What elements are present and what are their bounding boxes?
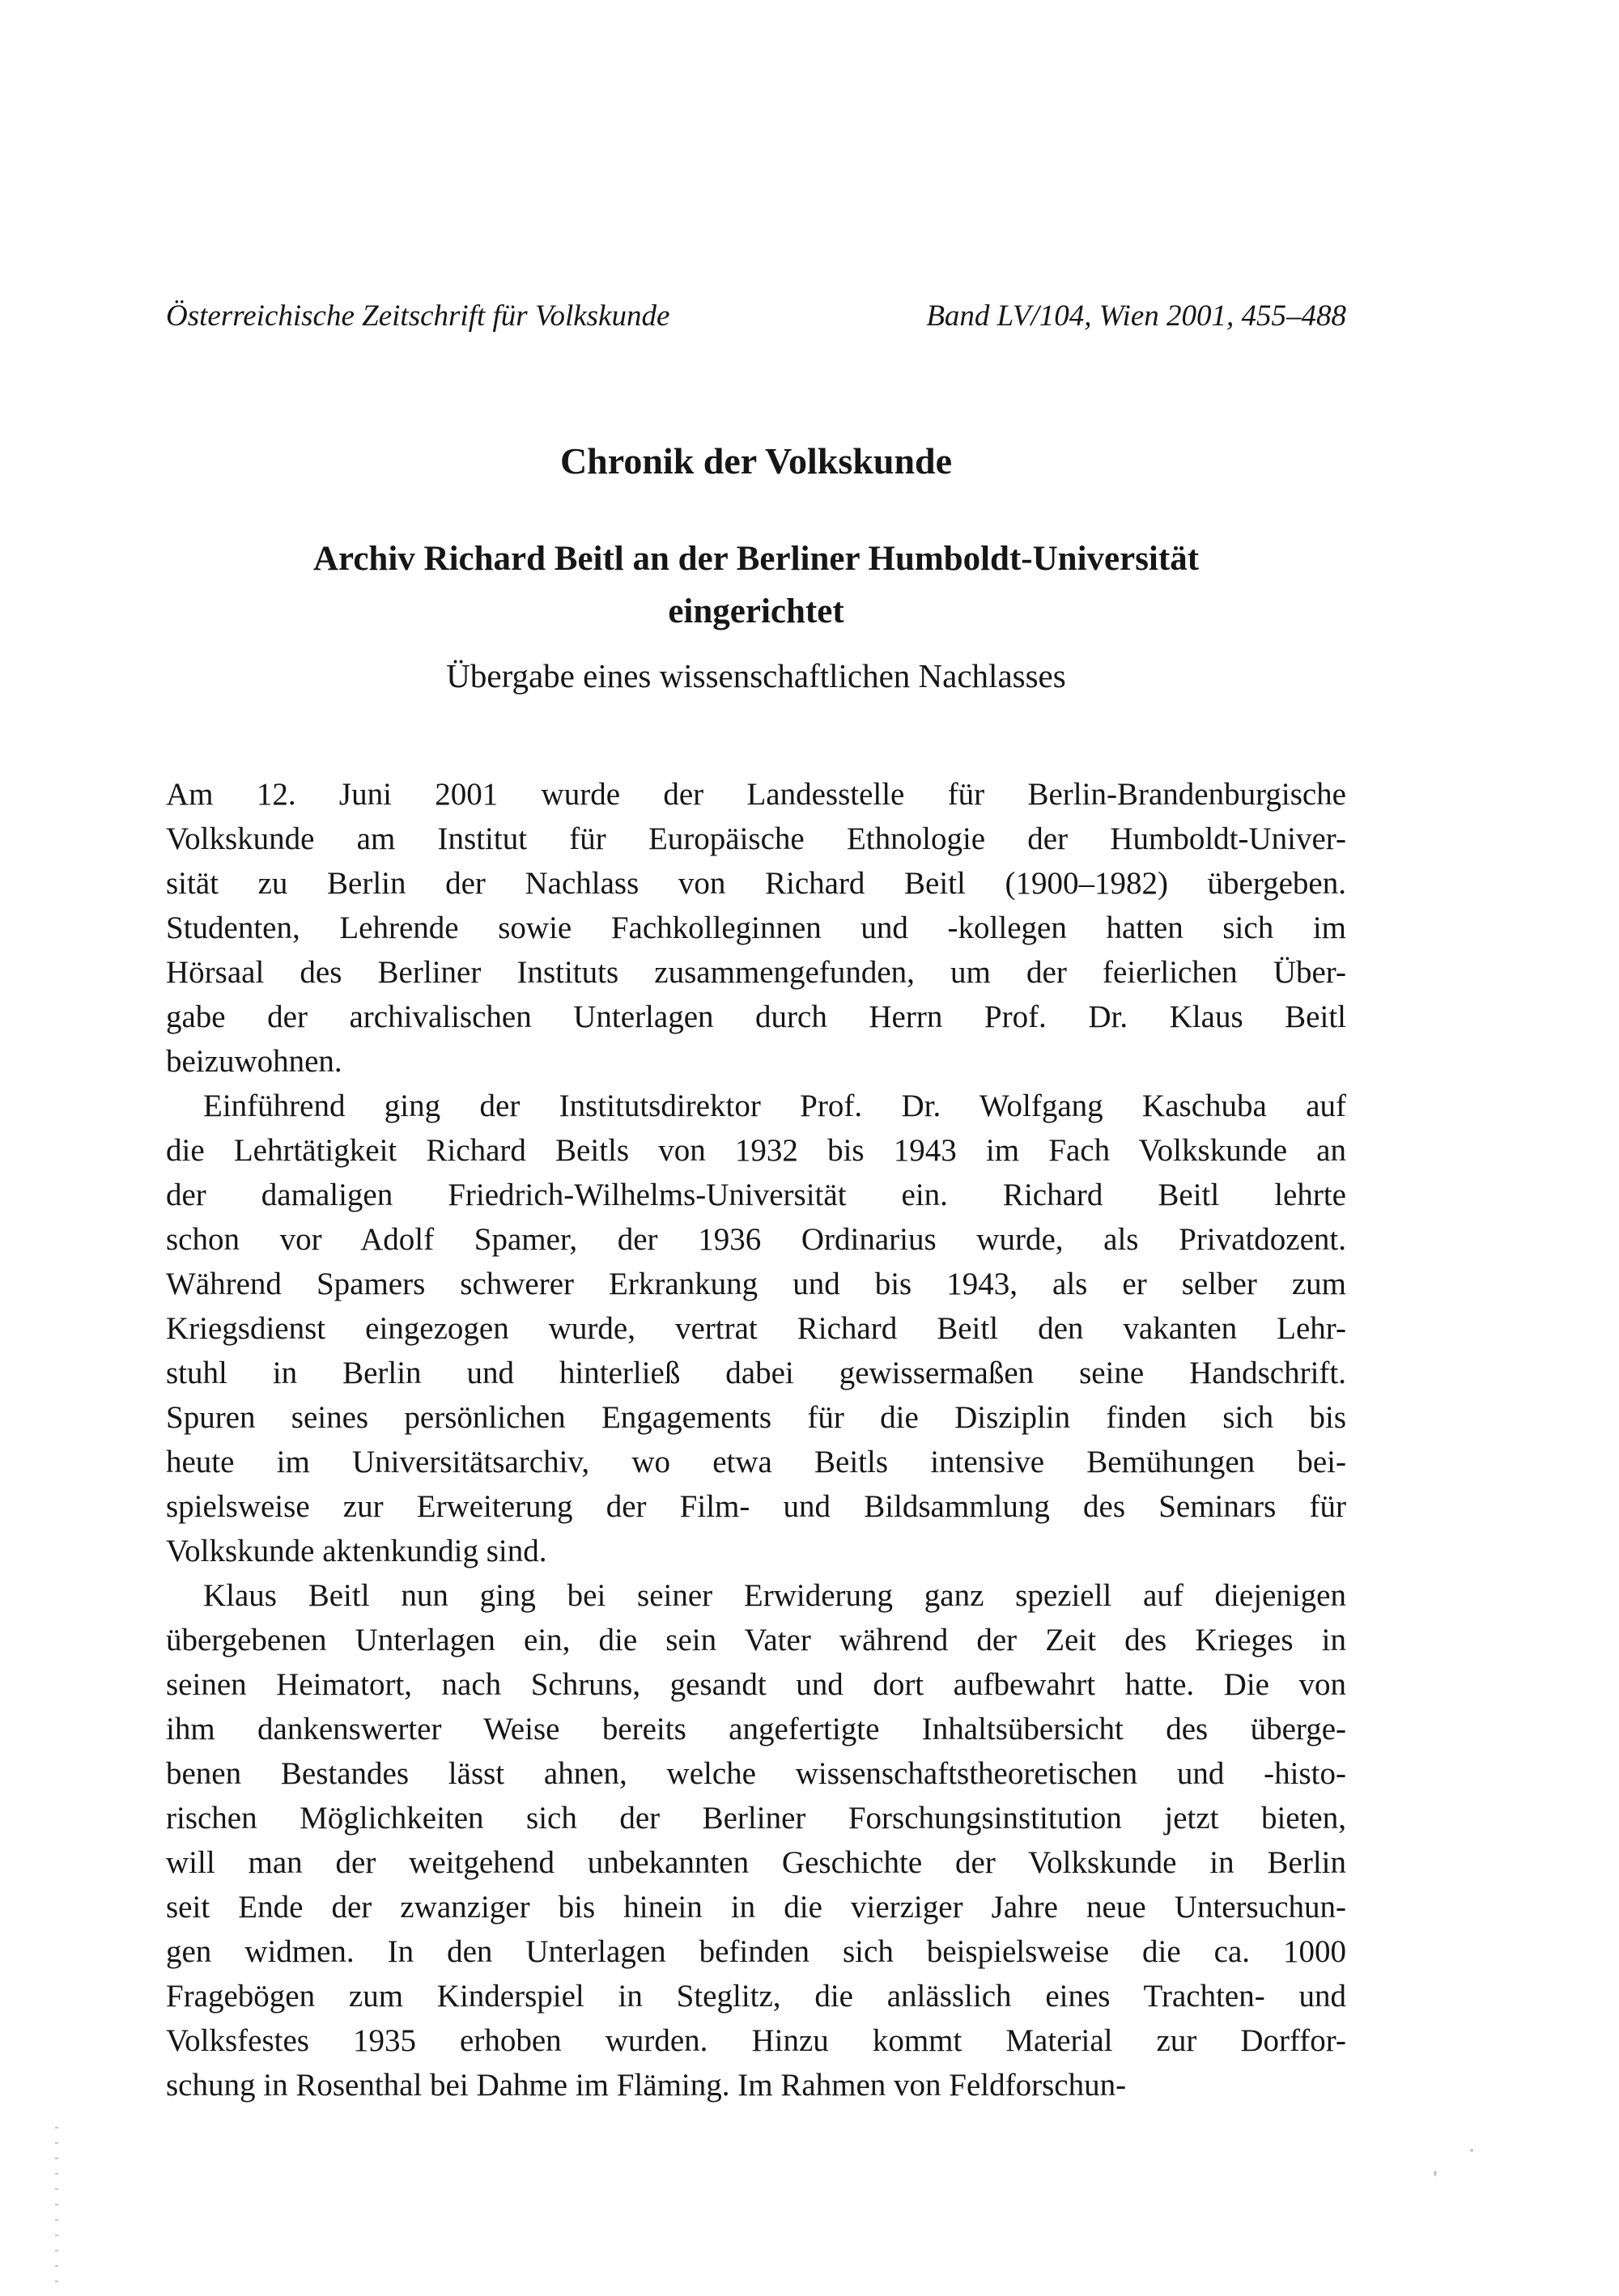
body-line: gabe der archivalischen Unterlagen durch Herrn Prof. Dr. Klaus Beitl [166,999,1346,1034]
article-subtitle-line2: eingerichtet [668,592,844,630]
body-line: Einführend ging der Institutsdirektor Prof. Dr. Wolfgang Kaschuba auf [203,1089,1346,1123]
article-subtitle-line1: Archiv Richard Beitl an der Berliner Humboldt-Universität [312,540,1200,578]
body-line: Volkskunde am Institut für Europäische Ethnologie der Humboldt-Univer- [166,821,1346,856]
body-line: Am 12. Juni 2001 wurde der Landesstelle für Berlin-Brandenburgische [166,777,1346,812]
body-line: seinen Heimatort, nach Schruns, gesandt und dort aufbewahrt hatte. Die von [166,1667,1346,1702]
scan-artifact-dots [55,2127,58,2294]
body-line: will man der weitgehend unbekannten Geschichte der Volkskunde in Berlin [166,1845,1346,1880]
body-line: Klaus Beitl nun ging bei seiner Erwiderung ganz speziell auf diejenigen [203,1578,1346,1613]
body-line: gen widmen. In den Unterlagen befinden sich beispielsweise die ca. 1000 [166,1934,1346,1969]
scan-artifact-speck [1434,2171,1437,2176]
body-line: spielsweise zur Erweiterung der Film- und Bildsammlung des Seminars für [166,1489,1346,1524]
body-line: Während Spamers schwerer Erkrankung und bis 1943, als er selber zum [166,1267,1346,1301]
body-line: beizuwohnen. [166,1044,342,1079]
scan-artifact-speck [1470,2149,1473,2152]
body-line: Studenten, Lehrende sowie Fachkolleginnen und -kollegen hatten sich im [166,910,1346,945]
journal-header [166,298,1346,335]
page-content [166,298,1346,2107]
body-line: rischen Möglichkeiten sich der Berliner Forschungsinstitution jetzt bieten, [166,1801,1346,1836]
body-line: der damaligen Friedrich-Wilhelms-Universität ein. Richard Beitl lehrte [166,1178,1346,1212]
issue-info: Band LV/104, Wien 2001, 455–488 [926,299,1346,333]
body-line: schung in Rosenthal bei Dahme im Fläming. Im Rahmen von Feldforschun- [166,2068,1127,2103]
body-line: schon vor Adolf Spamer, der 1936 Ordinarius wurde, als Privatdozent. [166,1222,1346,1257]
body-line: Kriegsdienst eingezogen wurde, vertrat Richard Beitl den vakanten Lehr- [166,1311,1346,1346]
body-line: Volkskunde aktenkundig sind. [166,1534,547,1568]
body-line: Hörsaal des Berliner Instituts zusammengefunden, um der feierlichen Über- [166,955,1346,990]
body-line: ihm dankenswerter Weise bereits angefertigte Inhaltsübersicht des überge- [166,1712,1346,1746]
body-line: Fragebögen zum Kinderspiel in Steglitz, die anlässlich eines Trachten- und [166,1979,1346,2014]
body [166,772,1346,2107]
article-subsubtitle: Übergabe eines wissenschaftlichen Nachlasses [446,657,1066,694]
body-line: Volksfestes 1935 erhoben wurden. Hinzu kommt Material zur Dorffor- [166,2023,1346,2058]
journal-name: Österreichische Zeitschrift für Volkskunde [166,299,670,333]
body-line: die Lehrtätigkeit Richard Beitls von 1932 bis 1943 im Fach Volkskunde an [166,1133,1346,1168]
body-line: sität zu Berlin der Nachlass von Richard Beitl (1900–1982) übergeben. [166,866,1346,901]
body-line: stuhl in Berlin und hinterließ dabei gewissermaßen seine Handschrift. [166,1356,1346,1390]
body-line: übergebenen Unterlagen ein, die sein Vater während der Zeit des Krieges in [166,1623,1346,1657]
body-line: seit Ende der zwanziger bis hinein in die vierziger Jahre neue Untersuchun- [166,1890,1346,1925]
article-title: Chronik der Volkskunde [559,440,953,482]
body-line: heute im Universitätsarchiv, wo etwa Beitls intensive Bemühungen bei- [166,1445,1346,1479]
body-line: Spuren seines persönlichen Engagements für die Disziplin finden sich bis [166,1400,1346,1435]
article-subtitle [166,533,1346,638]
body-line: benen Bestandes lässt ahnen, welche wissenschaftstheoretischen und -histo- [166,1756,1346,1791]
